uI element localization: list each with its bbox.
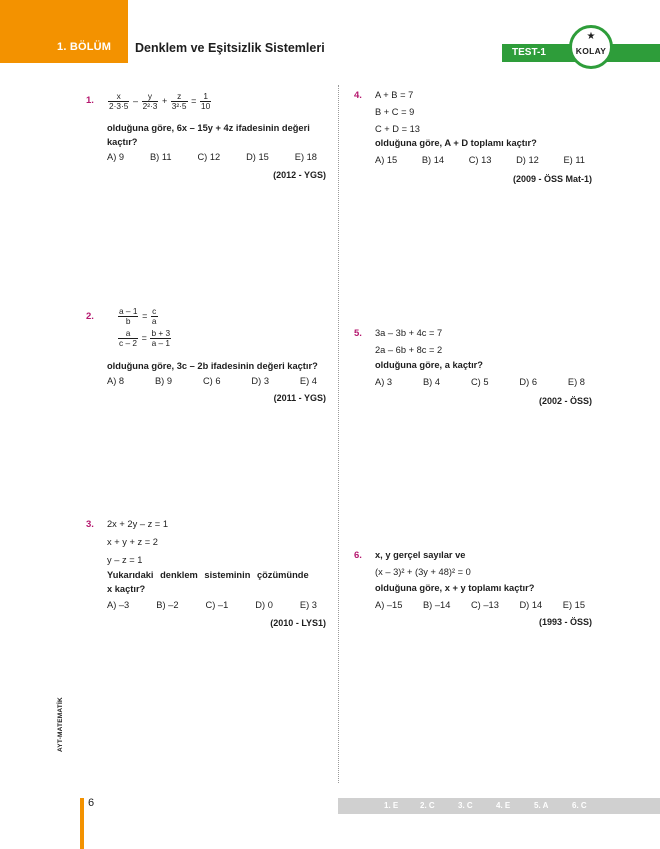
- fraction: $\frac{y}{\text{2²·3}}$: [142, 91, 158, 111]
- answer-options: [107, 152, 317, 163]
- question-equation: $\frac{a - 1}{b}$ = $\frac{c}{a}$: [119, 306, 157, 326]
- question-3: [86, 519, 326, 634]
- option-b[interactable]: B) –2: [156, 600, 179, 610]
- equation-line: B + C = 9: [375, 107, 415, 117]
- option-b[interactable]: B) 11: [149, 152, 172, 162]
- question-6: [354, 550, 593, 635]
- option-c[interactable]: C) 13: [468, 155, 492, 165]
- equation-line: 2a – 6b + 8c = 2: [375, 345, 443, 355]
- option-d[interactable]: D) 15: [246, 152, 269, 162]
- answer-options: [375, 155, 585, 166]
- answer-key-bar: [338, 798, 660, 814]
- question-1: [86, 91, 326, 187]
- option-b[interactable]: B) –14: [422, 600, 451, 610]
- question-prompt: olduğuna göre, 6x – 15y + 4z ifadesinin değeri: [107, 123, 310, 133]
- equation-line: A + B = 7: [375, 90, 414, 100]
- question-prompt: olduğuna göre, x + y toplamı kaçtır?: [375, 583, 535, 593]
- question-source: (2002 - ÖSS): [538, 396, 592, 406]
- difficulty-label: KOLAY: [575, 46, 607, 56]
- fraction: $\frac{a - 1}{b}$: [119, 306, 138, 326]
- question-prompt: olduğuna göre, a kaçtır?: [375, 360, 483, 370]
- question-source: (2010 - LYS1): [270, 618, 326, 628]
- page-number: 6: [88, 797, 95, 809]
- option-a[interactable]: A) 15: [375, 155, 398, 165]
- option-c[interactable]: C) –13: [470, 600, 499, 610]
- test-label: TEST-1: [512, 47, 546, 58]
- fraction: $\frac{x}{2\cdot 3\cdot 5}$: [109, 91, 129, 111]
- column-divider: [338, 85, 339, 783]
- answer-options: [375, 600, 585, 611]
- option-a[interactable]: A) –15: [375, 600, 403, 610]
- question-prompt: kaçtır?: [107, 137, 138, 147]
- answer-key-item: 4. E: [496, 801, 511, 810]
- answer-key-item: 2. C: [420, 801, 435, 810]
- page-title: Denklem ve Eşitsizlik Sistemleri: [135, 41, 325, 55]
- option-a[interactable]: A) 3: [375, 377, 393, 387]
- option-e[interactable]: E) 11: [563, 155, 585, 165]
- question-number: 6.: [354, 550, 362, 561]
- fraction: $\frac{1}{10}$: [201, 91, 211, 111]
- fraction: $\frac{z}{\text{3²·5}}$: [171, 91, 187, 111]
- fraction: $\frac{b + 3}{a - 1}$: [151, 328, 171, 348]
- footer-orange-strip: [80, 798, 84, 849]
- equation-line: x + y + z = 2: [107, 537, 158, 547]
- question-prompt: x kaçtır?: [107, 584, 146, 594]
- option-b[interactable]: B) 14: [421, 155, 445, 165]
- option-e[interactable]: E) 18: [294, 152, 317, 162]
- equation-line: y – z = 1: [107, 555, 143, 565]
- question-number: 2.: [86, 311, 94, 322]
- side-subject-label: AYT-MATEMATİK: [57, 697, 64, 752]
- option-b[interactable]: B) 9: [154, 376, 173, 386]
- answer-key-item: 3. C: [458, 801, 473, 810]
- difficulty-badge: [569, 25, 613, 69]
- answer-key-item: 5. A: [534, 801, 549, 810]
- option-d[interactable]: D) 6: [519, 377, 537, 387]
- option-c[interactable]: C) –1: [205, 600, 229, 610]
- answer-key-item: 1. E: [384, 801, 399, 810]
- question-equation: $\frac{a}{c - 2}$ = $\frac{b + 3}{a - 1}$: [119, 328, 171, 348]
- equation-line: 2x + 2y – z = 1: [107, 519, 168, 529]
- option-c[interactable]: C) 6: [202, 376, 221, 386]
- equation-line: C + D = 13: [375, 124, 420, 134]
- option-d[interactable]: D) 0: [255, 600, 273, 610]
- equation-line: (x – 3)² + (3y + 48)² = 0: [375, 567, 471, 577]
- option-e[interactable]: E) 15: [562, 600, 585, 610]
- question-intro: x, y gerçel sayılar ve: [375, 550, 466, 560]
- question-number: 4.: [354, 90, 362, 101]
- header-rule: [0, 62, 128, 63]
- question-2: [86, 306, 326, 407]
- question-5: [354, 328, 593, 413]
- option-d[interactable]: D) 3: [251, 376, 269, 386]
- option-a[interactable]: A) –3: [107, 600, 130, 610]
- option-d[interactable]: D) 14: [519, 600, 543, 610]
- option-a[interactable]: A) 9: [107, 152, 125, 162]
- fraction: $\frac{a}{c - 2}$: [119, 328, 137, 348]
- question-prompt: Yukarıdaki denklem sisteminin çözümünde: [107, 570, 309, 580]
- question-prompt: olduğuna göre, A + D toplamı kaçtır?: [375, 138, 537, 148]
- star-icon: ★: [586, 31, 596, 42]
- answer-options: [107, 600, 317, 611]
- question-number: 5.: [354, 328, 362, 339]
- option-c[interactable]: C) 12: [197, 152, 221, 162]
- question-number: 1.: [86, 95, 94, 106]
- option-d[interactable]: D) 12: [516, 155, 539, 165]
- question-4: [354, 90, 593, 190]
- question-source: (2011 - YGS): [273, 393, 326, 403]
- answer-options: [375, 377, 585, 388]
- answer-key-item: 6. C: [572, 801, 587, 810]
- fraction: $\frac{c}{a}$: [151, 306, 157, 326]
- question-number: 3.: [86, 519, 94, 530]
- option-e[interactable]: E) 4: [299, 376, 317, 386]
- option-a[interactable]: A) 8: [107, 376, 125, 386]
- option-b[interactable]: B) 4: [422, 377, 441, 387]
- question-source: (2012 - YGS): [273, 170, 326, 180]
- answer-options: [107, 376, 317, 387]
- question-source: (1993 - ÖSS): [538, 617, 592, 627]
- option-c[interactable]: C) 5: [470, 377, 489, 387]
- equation-line: 3a – 3b + 4c = 7: [375, 328, 443, 338]
- question-source: (2009 - ÖSS Mat-1): [512, 174, 592, 184]
- section-label: 1. BÖLÜM: [57, 41, 112, 53]
- question-prompt: olduğuna göre, 3c – 2b ifadesinin değeri kaçtır?: [107, 361, 318, 371]
- option-e[interactable]: E) 3: [299, 600, 317, 610]
- question-equation: $\frac{x}{2\cdot 3\cdot 5}$ – $\frac{y}{\text{2²·3}}$ + $\frac{z}{\text{3²·5}}$ = $\frac{1}{10}$: [109, 91, 211, 111]
- option-e[interactable]: E) 8: [567, 377, 585, 387]
